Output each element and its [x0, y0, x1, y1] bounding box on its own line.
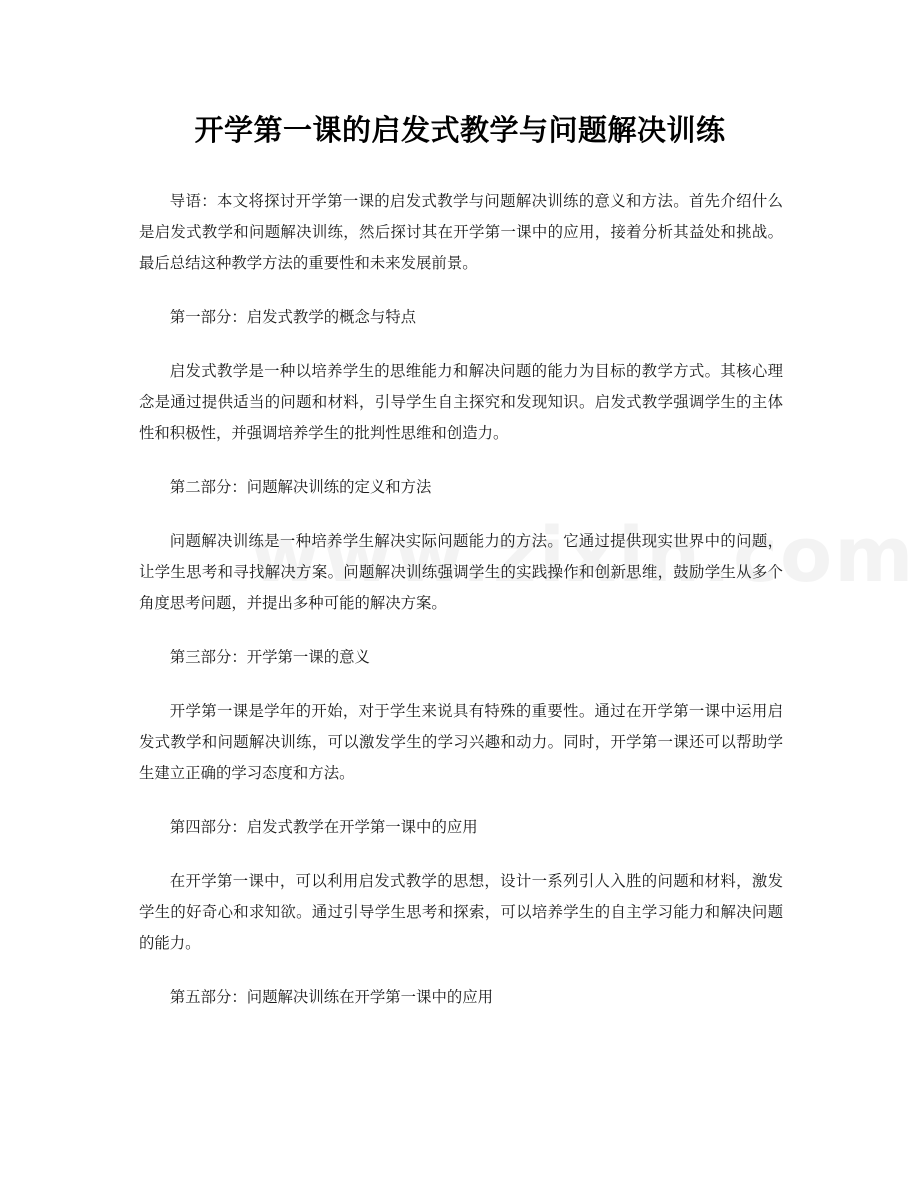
- section-heading-4: 第四部分：启发式教学在开学第一课中的应用: [169, 818, 478, 836]
- section-heading-2: 第二部分：问题解决训练的定义和方法: [169, 478, 432, 496]
- document-body: [139, 186, 783, 1013]
- document-title: 开学第一课的启发式教学与问题解决训练: [194, 113, 726, 147]
- section-heading-1: 第一部分：启发式教学的概念与特点: [169, 308, 417, 326]
- section-heading-3: 第三部分：开学第一课的意义: [169, 648, 370, 666]
- section-heading-5: 第五部分：问题解决训练在开学第一课中的应用: [169, 988, 494, 1006]
- section-body-4: 在开学第一课中，可以利用启发式教学的思想，设计一系列引人入胜的问题和材料，激发学生的好奇心和求知欲。通过引导学生思考和探索，可以培养学生的自主学习能力和解决问题的能力。: [139, 872, 783, 952]
- section-body-2: 问题解决训练是一种培养学生解决实际问题能力的方法。它通过提供现实世界中的问题，让学生思考和寻找解决方案。问题解决训练强调学生的实践操作和创新思维，鼓励学生从多个角度思考问题，并提出多种可能的解决方案。: [139, 532, 783, 612]
- intro-paragraph: 导语：本文将探讨开学第一课的启发式教学与问题解决训练的意义和方法。首先介绍什么是启发式教学和问题解决训练，然后探讨其在开学第一课中的应用，接着分析其益处和挑战。最后总结这种教学方法的重要性和未来发展前景。: [139, 192, 783, 272]
- section-body-3: 开学第一课是学年的开始，对于学生来说具有特殊的重要性。通过在开学第一课中运用启发式教学和问题解决训练，可以激发学生的学习兴趣和动力。同时，开学第一课还可以帮助学生建立正确的学习态度和方法。: [139, 702, 783, 782]
- section-body-1: 启发式教学是一种以培养学生的思维能力和解决问题的能力为目标的教学方式。其核心理念是通过提供适当的问题和材料，引导学生自主探究和发现知识。启发式教学强调学生的主体性和积极性，并强调培养学生的批判性思维和创造力。: [139, 362, 783, 442]
